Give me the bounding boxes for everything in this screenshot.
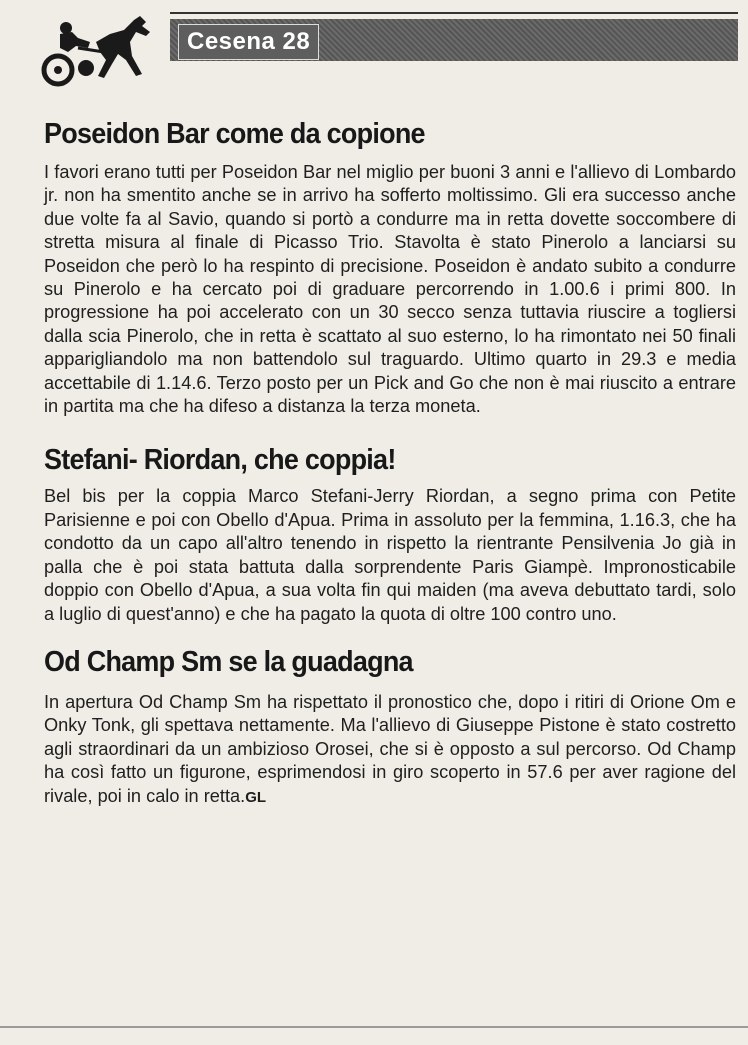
article-2 xyxy=(44,444,736,625)
harness-racing-logo-icon xyxy=(38,12,156,88)
author-signature: GL xyxy=(245,788,267,806)
article-column xyxy=(44,110,736,809)
article-3 xyxy=(44,646,736,809)
article-3-body: In apertura Od Champ Sm ha rispettato il pronostico che, dopo i ritiri di Orione Om e Onky Tonk, gli spettava nettamente. Ma l'allievo di Giuseppe Pistone è stato costretto agli straordinari da un ambizioso Orosei, che si è opposto a sul percorso. Od Champ ha così fatto un figurone, esprimendosi in giro scoperto in 57.6 per aver ragione del rivale, poi in calo in retta. xyxy=(44,691,736,806)
article-1 xyxy=(44,118,736,418)
article-2-body: Bel bis per la coppia Marco Stefani-Jerry Riordan, a segno prima con Petite Parisienne e poi con Obello d'Apua. Prima in assoluto per la femmina, 1.16.3, che ha condotto da un capo all'altro tenendo in rispetto la rientrante Pensilvenia Jo già in palla che è poi stata battuta dalla sorprendente Paris Giampè. Impronosticabile doppio con Obello d'Apua, a sua volta fin qui maiden (ma aveva debuttato tardi, solo a luglio di quest'anno) e che ha pagato la quota di oltre 100 contro uno. xyxy=(44,486,736,624)
header-top-rule xyxy=(170,12,738,14)
article-3-headline: Od Champ Sm se la guadagna xyxy=(44,645,413,678)
section-title: Cesena 28 xyxy=(178,24,319,60)
article-2-headline: Stefani- Riordan, che coppia! xyxy=(44,444,396,477)
article-3-body-container xyxy=(44,691,736,809)
article-1-headline: Poseidon Bar come da copione xyxy=(44,118,425,150)
page-bottom-rule xyxy=(0,1026,748,1028)
article-1-body: I favori erano tutti per Poseidon Bar nel miglio per buoni 3 anni e l'allievo di Lombardo jr. non ha smentito anche se in arrivo ha sofferto moltissimo. Gli era successo anche due volte fa al Savio, quando si portò a condurre ma in retta dovette soccombere di stretta misura al finale di Picasso Trio. Stavolta è stato Pinerolo a lanciarsi su Poseidon che però lo ha respinto di precisione. Poseidon è andato subito a condurre su Pinerolo e ha cercato poi di graduare percorrendo in 1.00.6 i primi 800. In progressione ha poi accelerato con un 30 secco senza tuttavia riuscire a togliersi dalla scia Pinerolo, che in retta è scattato al suo esterno, lo ha rimontato nei 50 finali apparigliandolo ma non battendolo sul traguardo. Ultimo quarto in 29.3 e media accettabile di 1.14.6. Terzo posto per un Pick and Go che non è mai riuscito a entrare in partita ma che ha difeso a distanza la terza moneta. xyxy=(44,162,736,417)
